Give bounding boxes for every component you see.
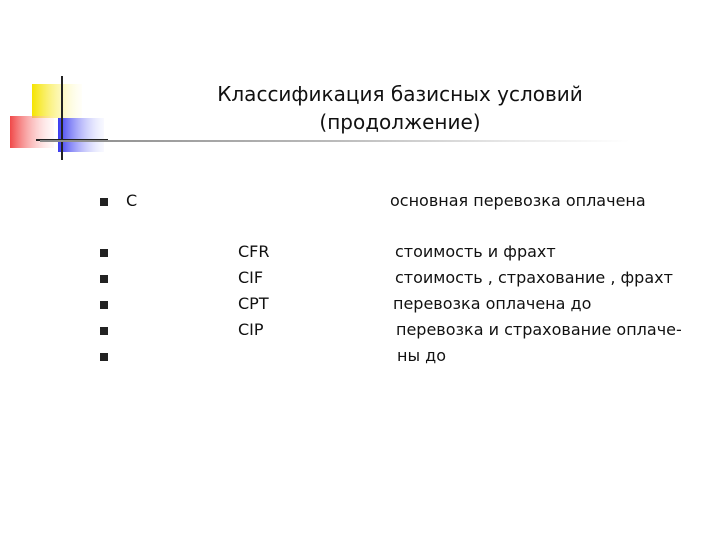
corner-decoration [0, 0, 110, 170]
bullet-icon [100, 275, 108, 283]
term-code: CIF [238, 268, 264, 287]
yellow-square [32, 84, 82, 118]
bullet-icon [100, 353, 108, 361]
bullet-icon [100, 249, 108, 257]
slide-title [160, 80, 640, 136]
term-description: ны до [397, 346, 447, 365]
bullet-icon [100, 198, 108, 206]
bullet-icon [100, 301, 108, 309]
term-description: стоимость , страхование , фрахт [395, 268, 673, 287]
bullet-icon [100, 327, 108, 335]
group-description: основная перевозка оплачена [390, 191, 646, 210]
term-description: стоимость и фрахт [395, 242, 556, 261]
term-description: перевозка и страхование оплаче- [396, 320, 682, 339]
group-letter: C [126, 191, 138, 210]
title-divider [40, 140, 630, 142]
title-line-2: (продолжение) [319, 110, 481, 134]
blue-square [58, 118, 104, 152]
term-code: CFR [238, 242, 270, 261]
term-description: перевозка оплачена до [393, 294, 592, 313]
red-square [10, 116, 54, 148]
term-code: CPT [238, 294, 269, 313]
title-line-1: Классификация базисных условий [217, 82, 583, 106]
term-code: CIP [238, 320, 264, 339]
